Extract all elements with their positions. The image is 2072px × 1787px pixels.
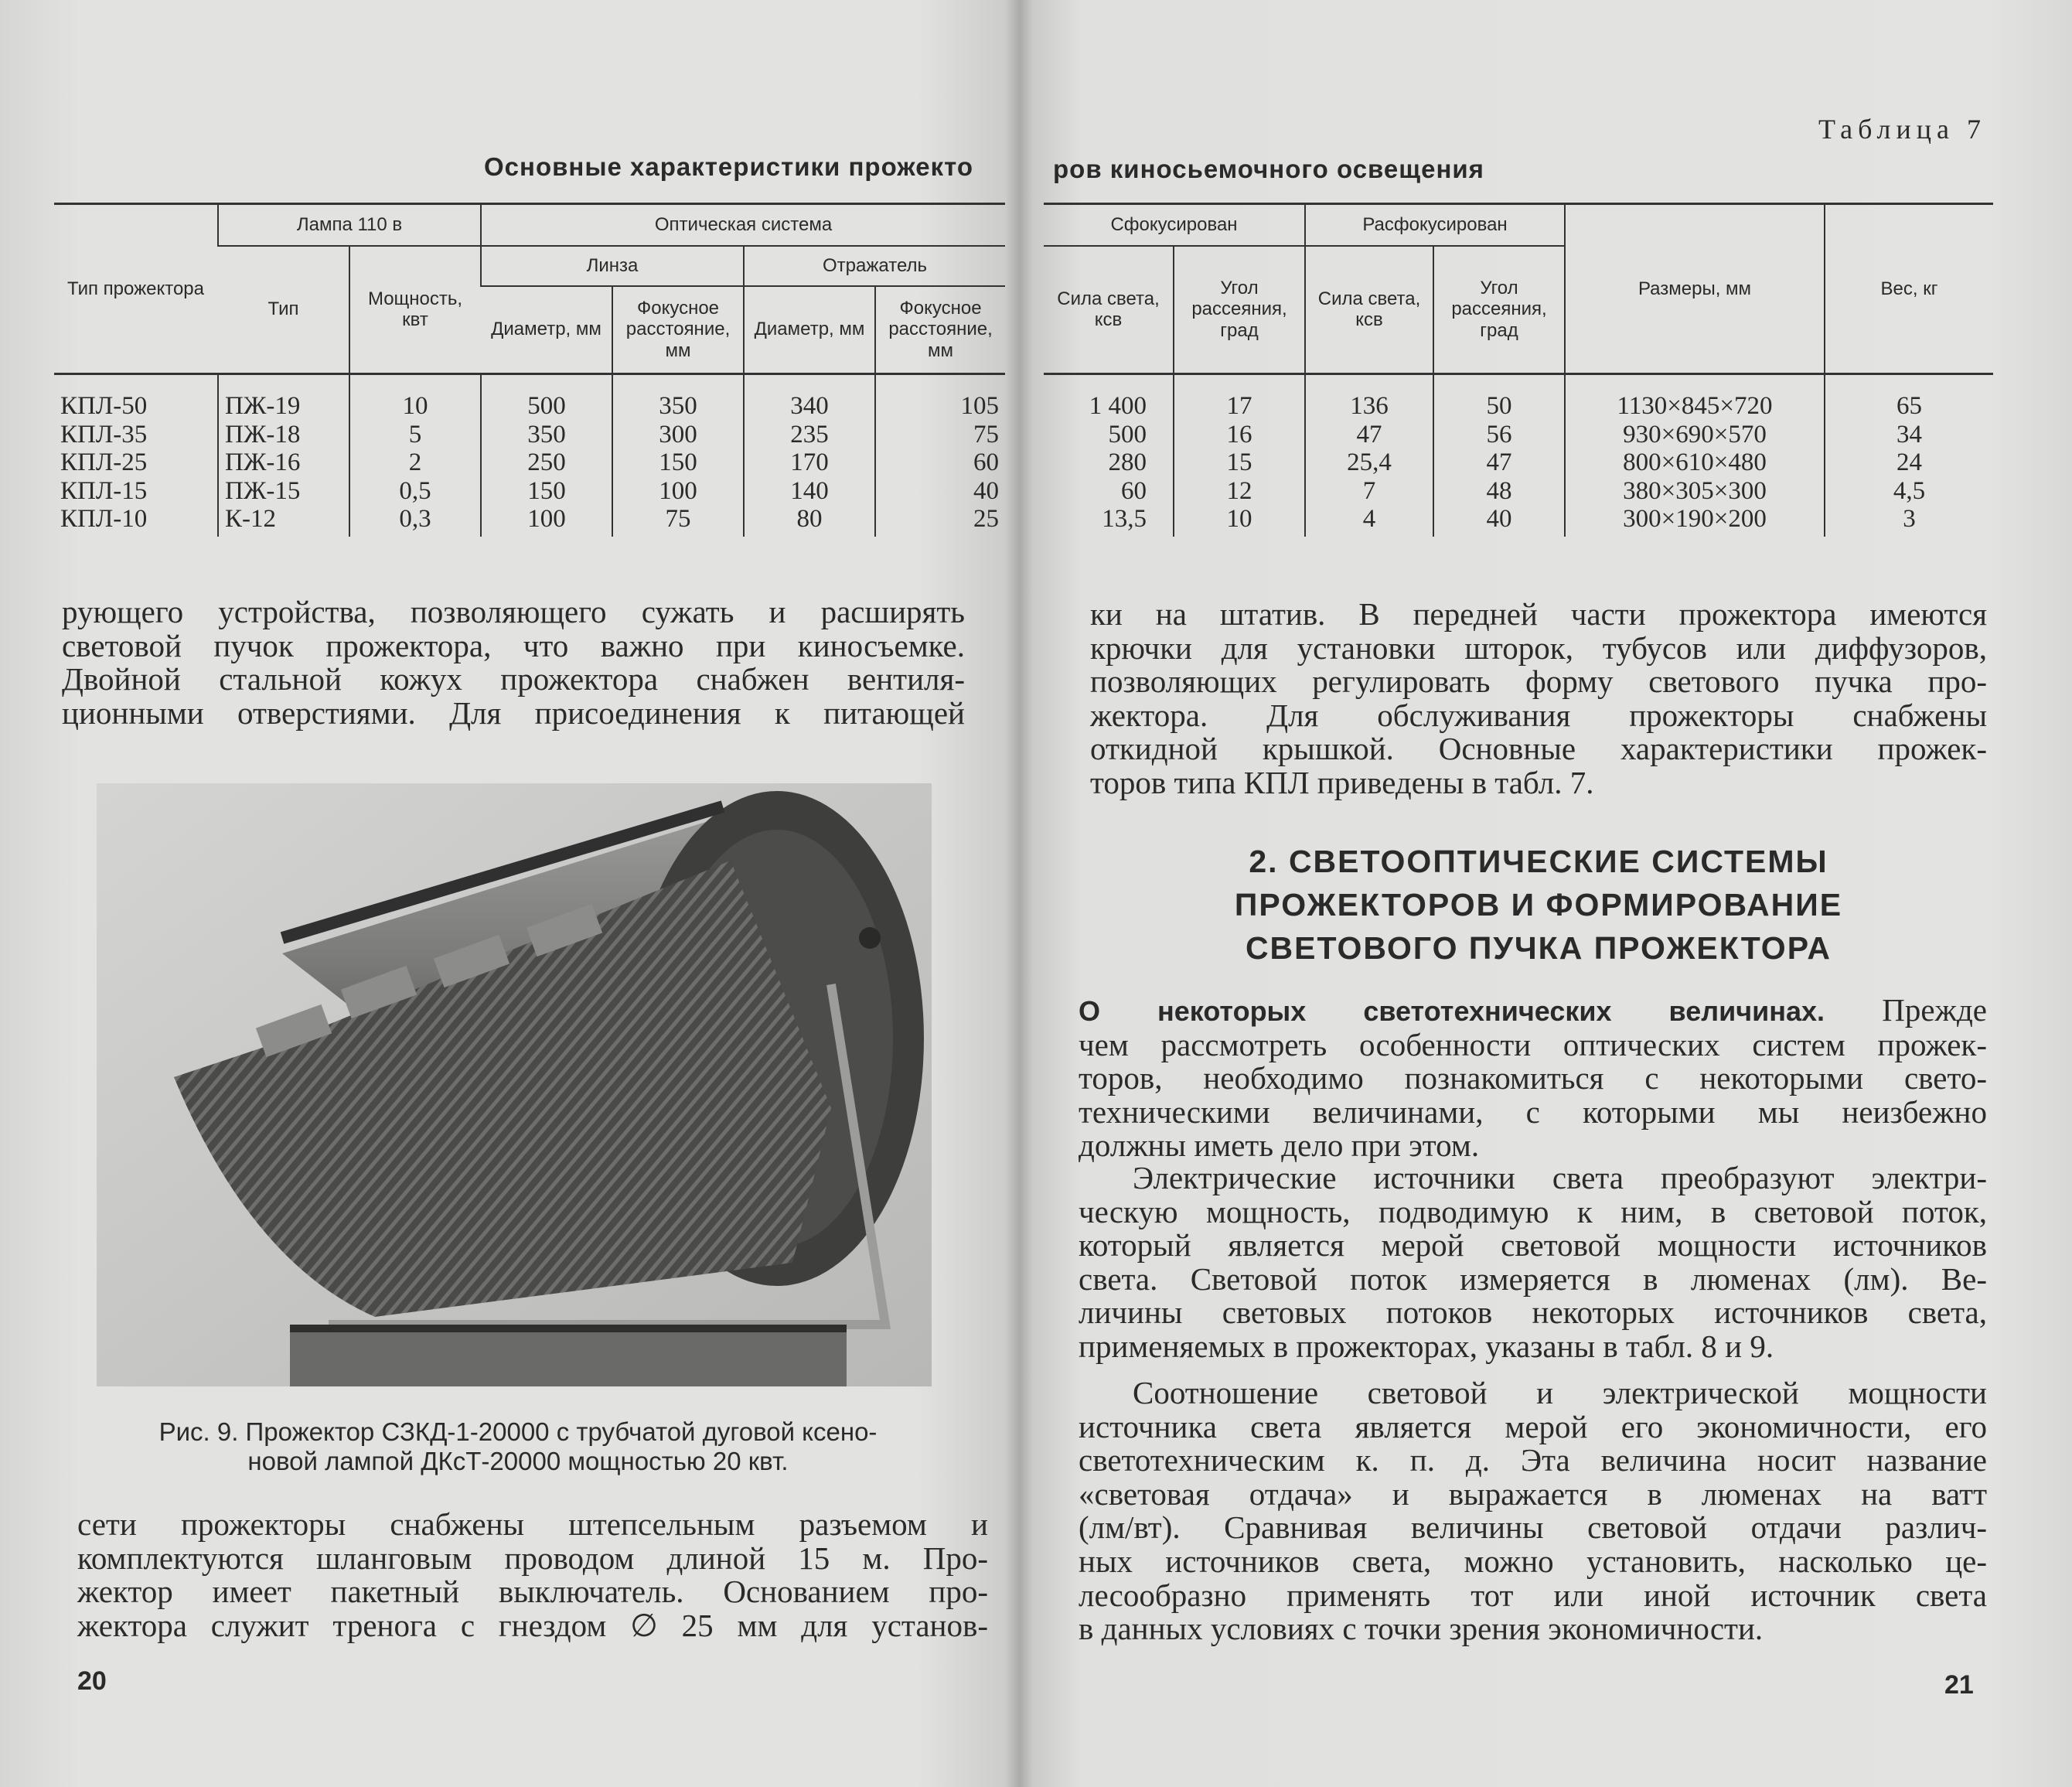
table-row [1044, 421, 1993, 449]
text-line: лесообразно применять тот или иной источник света [1079, 1577, 1987, 1613]
th-lamp-type: Тип [218, 246, 349, 374]
table-row [1044, 505, 1993, 537]
text-line: позволяющих регулировать форму светового пучка про- [1090, 663, 1987, 700]
cell-weight: 24 [1825, 448, 1993, 477]
cell-foc-a: 12 [1174, 477, 1305, 506]
cell-type: КПЛ-15 [60, 476, 148, 505]
cell-lens-f: 300 [612, 421, 744, 449]
left-paragraph-2 [77, 1508, 988, 1642]
cell-type: КПЛ-35 [60, 420, 148, 448]
right-paragraph-4 [1079, 1376, 1987, 1646]
subheading: О некоторых светотехнических величинах. [1079, 995, 1825, 1027]
text-line: Соотношение световой и электрической мощности [1133, 1375, 1987, 1410]
heading-line: 2. СВЕТООПТИЧЕСКИЕ СИСТЕМЫ [1249, 844, 1828, 879]
cell-refl-d: 340 [744, 374, 875, 421]
text-line: торов типа КПЛ приведены в табл. 7. [1090, 764, 1594, 800]
cell-foc-a: 15 [1174, 448, 1305, 477]
text-line: откидной крышкой. Основные характеристики прожек- [1090, 731, 1987, 767]
text-line: (лм/вт). Сравнивая величины световой отдачи различ- [1079, 1509, 1987, 1546]
text-line: светотехническим к. п. д. Эта величина носит название [1079, 1442, 1987, 1478]
cell-foc-i: 13,5 [1102, 505, 1147, 533]
text-line: ных источников света, можно установить, насколько це- [1079, 1543, 1987, 1579]
cell-power: 0,3 [349, 505, 481, 537]
th-reflector-group: Отражатель [744, 246, 1005, 286]
th-lens-focal: Фокусное расстояние, мм [612, 286, 744, 374]
cell-foc-i: 280 [1108, 448, 1147, 476]
cell-weight: 34 [1825, 421, 1993, 449]
table-title-left: Основные характеристики прожекто [484, 152, 974, 181]
page-number-left: 20 [77, 1666, 107, 1696]
th-type: Тип прожектора [54, 204, 218, 374]
table-title-right: ров киносьемочного освещения [1053, 155, 1484, 183]
text-line: рующего устройства, позволяющего сужать и расширять [62, 594, 965, 629]
th-optics-group: Оптическая система [481, 204, 1005, 246]
cell-lens-f: 75 [612, 505, 744, 537]
cell-dims: 800×610×480 [1565, 448, 1825, 477]
text-line: личины световых потоков некоторых источников света, [1079, 1294, 1987, 1331]
heading-line: СВЕТОВОГО ПУЧКА ПРОЖЕКТОРА [1245, 930, 1832, 966]
th-refl-diameter: Диаметр, мм [744, 286, 875, 374]
cell-power: 5 [349, 421, 481, 449]
heading-line: ПРОЖЕКТОРОВ И ФОРМИРОВАНИЕ [1234, 887, 1843, 922]
text-line: источника света является мерой его экономичности, его [1079, 1408, 1987, 1444]
cell-refl-f: 60 [875, 448, 1005, 477]
table-row [54, 505, 1005, 537]
figure-caption [93, 1417, 943, 1476]
cell-def-i: 25,4 [1305, 448, 1433, 477]
text-run: Прежде [1825, 992, 1988, 1028]
left-paragraph-1 [62, 595, 965, 730]
cell-refl-d: 80 [744, 505, 875, 537]
th-lens-diameter: Диаметр, мм [481, 286, 612, 374]
cell-lens-f: 100 [612, 477, 744, 506]
searchlight-photo [97, 783, 932, 1386]
text-line: должны иметь дело при этом. [1079, 1127, 1480, 1164]
cell-lens-f: 350 [612, 374, 744, 421]
table-row [1044, 477, 1993, 506]
cell-refl-f: 40 [875, 477, 1005, 506]
text-line: ческую мощность, подводимую к ним, в световой поток, [1079, 1193, 1987, 1229]
cell-lens-d: 150 [481, 477, 612, 506]
cell-def-i: 4 [1305, 505, 1433, 537]
cell-foc-i: 1 400 [1044, 374, 1174, 421]
cell-foc-a: 17 [1174, 374, 1305, 421]
table-row [54, 448, 1005, 477]
book-gutter [1005, 0, 1033, 1787]
cell-refl-f: 105 [875, 374, 1005, 421]
table-row [54, 477, 1005, 506]
cell-lamp: ПЖ-19 [218, 374, 349, 421]
cell-lamp: ПЖ-15 [218, 477, 349, 506]
caption-line: Рис. 9. Прожектор СЗКД-1-20000 с трубчатой дуговой ксено- [158, 1417, 878, 1446]
cell-weight: 65 [1825, 374, 1993, 421]
th-foc-angle: Угол рассеяния, град [1174, 246, 1305, 374]
text-line: световой пучок прожектора, что важно при киносъемке. [62, 627, 965, 663]
text-line: света. Световой поток измеряется в люменах (лм). Ве- [1079, 1260, 1987, 1297]
cell-lens-f: 150 [612, 448, 744, 477]
cell-dims: 1130×845×720 [1565, 374, 1825, 421]
text-line: ки на штатив. В передней части прожектора имеются [1090, 596, 1987, 632]
th-def-luminous: Сила света, ксв [1305, 246, 1433, 374]
text-line: жектора. Для обслуживания прожекторы снабжены [1090, 697, 1987, 733]
caption-line: новой лампой ДКсТ-20000 мощностью 20 квт. [247, 1447, 789, 1475]
text-line: торов, необходимо познакомиться с некоторыми свето- [1079, 1060, 1987, 1096]
text-line [1079, 994, 1987, 1028]
cell-type: КПЛ-50 [54, 374, 218, 421]
cell-power: 2 [349, 448, 481, 477]
cell-refl-f: 75 [875, 421, 1005, 449]
th-dims: Размеры, мм [1565, 204, 1825, 374]
text-line: сети прожекторы снабжены штепсельным разъемом и [77, 1506, 988, 1542]
cell-dims: 300×190×200 [1565, 505, 1825, 537]
text-line: жектор имеет пакетный выключатель. Основанием про- [77, 1574, 988, 1610]
text-line: Двойной стальной кожух прожектора снабжен вентиля- [62, 661, 965, 697]
cell-power: 0,5 [349, 477, 481, 506]
cell-foc-a: 10 [1174, 505, 1305, 537]
text-line: «световая отдача» и выражается в люменах на ватт [1079, 1475, 1987, 1512]
cell-type: КПЛ-10 [60, 505, 148, 533]
text-line: крючки для установки шторок, тубусов или диффузоров, [1090, 629, 1987, 666]
cell-power: 10 [349, 374, 481, 421]
text-line: ционными отверстиями. Для присоединения к питающей [62, 694, 965, 731]
cell-dims: 380×305×300 [1565, 477, 1825, 506]
cell-foc-a: 16 [1174, 421, 1305, 449]
cell-refl-d: 235 [744, 421, 875, 449]
cell-lamp: ПЖ-16 [218, 448, 349, 477]
cell-weight: 3 [1825, 505, 1993, 537]
table-row [1044, 374, 1993, 421]
cell-def-a: 56 [1433, 421, 1565, 449]
cell-lamp: ПЖ-18 [218, 421, 349, 449]
cell-def-i: 7 [1305, 477, 1433, 506]
cell-type: КПЛ-25 [60, 448, 148, 476]
table-label: Таблица 7 [1818, 114, 1986, 145]
table-row [54, 421, 1005, 449]
text-line: жектора служит тренога с гнездом ∅ 25 мм для установ- [77, 1607, 988, 1643]
th-lamp-power: Мощность, квт [349, 246, 481, 374]
cell-dims: 930×690×570 [1565, 421, 1825, 449]
th-lens-group: Линза [481, 246, 744, 286]
cell-lamp: К-12 [218, 505, 349, 537]
cell-def-a: 47 [1433, 448, 1565, 477]
th-lamp-group: Лампа 110 в [218, 204, 481, 246]
cell-refl-d: 170 [744, 448, 875, 477]
th-refl-focal: Фокусное расстояние, мм [875, 286, 1005, 374]
text-line: который является мерой световой мощности источников [1079, 1227, 1987, 1264]
text-line: применяемых в прожекторах, указаны в табл. 8 и 9. [1079, 1328, 1774, 1364]
cell-refl-d: 140 [744, 477, 875, 506]
section-heading [1090, 840, 1987, 970]
text-line: Электрические источники света преобразуют электри- [1133, 1160, 1987, 1195]
th-defocused-group: Расфокусирован [1305, 204, 1565, 246]
right-paragraph-2 [1079, 994, 1987, 1163]
page-number-right: 21 [1944, 1670, 1974, 1700]
cell-lens-d: 250 [481, 448, 612, 477]
cell-def-i: 47 [1305, 421, 1433, 449]
cell-lens-d: 100 [481, 505, 612, 537]
th-weight: Вес, кг [1825, 204, 1993, 374]
cell-foc-i: 500 [1108, 420, 1147, 448]
table-row [54, 374, 1005, 421]
cell-def-a: 40 [1433, 505, 1565, 537]
th-focused-group: Сфокусирован [1044, 204, 1305, 246]
table-row [1044, 448, 1993, 477]
cell-foc-i: 60 [1121, 476, 1147, 505]
cell-weight: 4,5 [1825, 477, 1993, 506]
text-line: техническими величинами, с которыми мы неизбежно [1079, 1093, 1987, 1130]
text-line: в данных условиях с точки зрения экономичности. [1079, 1611, 1764, 1647]
spec-table-left [54, 203, 1005, 537]
right-paragraph-1 [1090, 598, 1987, 800]
th-def-angle: Угол рассеяния, град [1433, 246, 1565, 374]
spec-table-right [1044, 203, 1993, 537]
th-foc-luminous: Сила света, ксв [1044, 246, 1174, 374]
searchlight-illustration [97, 783, 932, 1386]
text-line: чем рассмотреть особенности оптических систем прожек- [1079, 1026, 1987, 1062]
cell-lens-d: 350 [481, 421, 612, 449]
cell-def-a: 48 [1433, 477, 1565, 506]
right-paragraph-3 [1079, 1161, 1987, 1364]
cell-def-a: 50 [1433, 374, 1565, 421]
cell-refl-f: 25 [875, 505, 1005, 537]
cell-def-i: 136 [1305, 374, 1433, 421]
cell-lens-d: 500 [481, 374, 612, 421]
text-line: комплектуются шланговым проводом длиной 15 м. Про- [77, 1540, 988, 1576]
